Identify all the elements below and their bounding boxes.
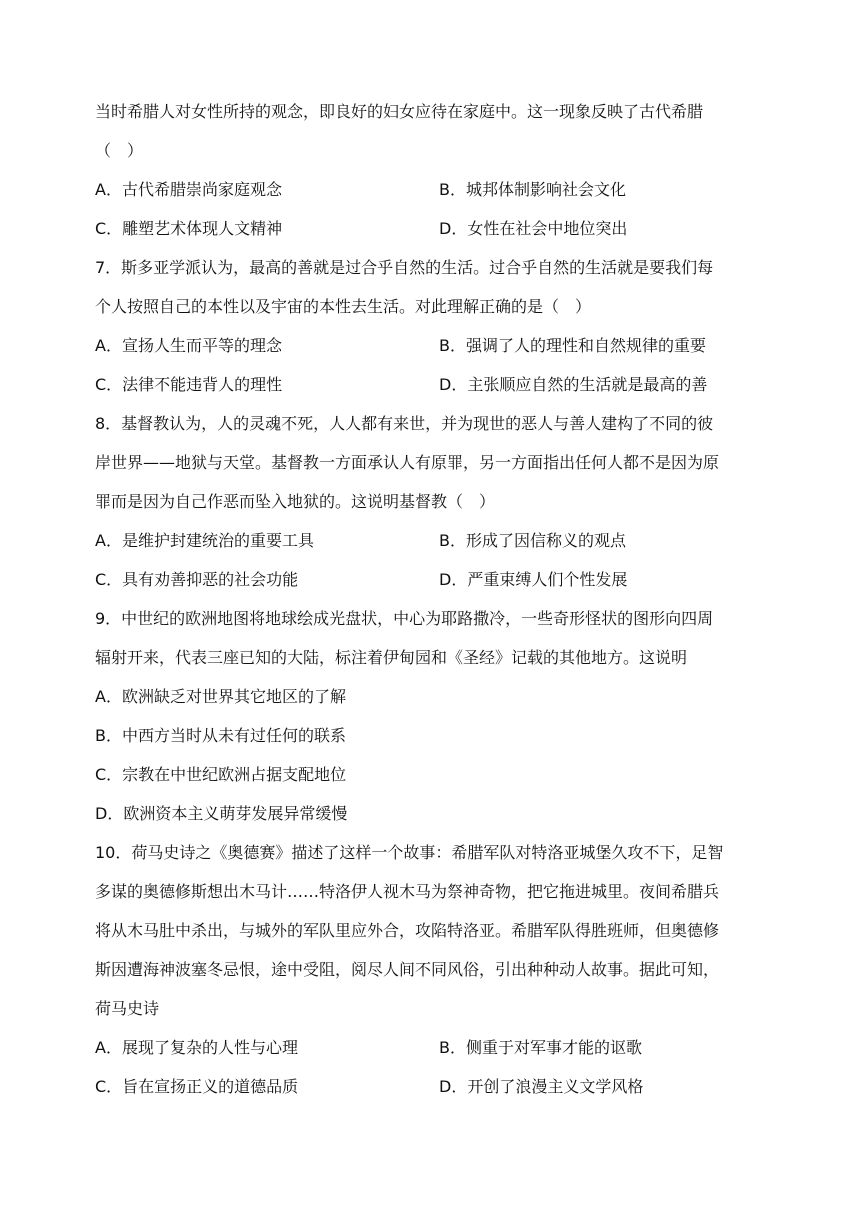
question-6-stem-line: 当时希腊人对女性所持的观念，即良好的妇女应待在家庭中。这一现象反映了古代希腊 — [95, 102, 704, 121]
question-6-option-b[interactable]: B．城邦体制影响社会文化 — [439, 180, 626, 199]
question-7-option-d[interactable]: D．主张顺应自然的生活就是最高的善 — [439, 375, 708, 394]
exam-page — [95, 92, 775, 1106]
question-7-option-a[interactable]: A．宣扬人生而平等的理念 — [95, 336, 282, 355]
question-7-stem-line: 个人按照自己的本性以及宇宙的本性去生活。对此理解正确的是（ ） — [95, 297, 592, 316]
question-7-stem-line: 7．斯多亚学派认为，最高的善就是过合乎自然的生活。过合乎自然的生活就是要我们每 — [95, 258, 714, 277]
question-6-options-row — [95, 170, 775, 209]
question-6-options-row — [95, 209, 775, 248]
question-10-option-b[interactable]: B．侧重于对军事才能的讴歌 — [439, 1038, 642, 1057]
question-9-stem-line: 辐射开来，代表三座已知的大陆，标注着伊甸园和《圣经》记载的其他地方。这说明 — [95, 648, 688, 667]
question-6-option-a[interactable]: A．古代希腊崇尚家庭观念 — [95, 180, 282, 199]
question-6-option-d[interactable]: D．女性在社会中地位突出 — [439, 219, 628, 238]
question-10-option-a[interactable]: A．展现了复杂的人性与心理 — [95, 1038, 298, 1057]
question-10-stem-line: 斯因遭海神波塞冬忌恨，途中受阻，阅尽人间不同风俗，引出种种动人故事。据此可知， — [95, 960, 720, 979]
question-10-options-row — [95, 1067, 775, 1106]
question-10-stem-line: 荷马史诗 — [95, 999, 160, 1018]
question-8-options-row — [95, 521, 775, 560]
question-6 — [95, 92, 775, 248]
question-8-stem-line: 8．基督教认为，人的灵魂不死，人人都有来世，并为现世的恶人与善人建构了不同的彼 — [95, 414, 714, 433]
question-10 — [95, 833, 775, 1106]
question-9 — [95, 599, 775, 833]
question-9-option-a[interactable]: A．欧洲缺乏对世界其它地区的了解 — [95, 687, 346, 706]
question-9-stem-line: 9．中世纪的欧洲地图将地球绘成光盘状，中心为耶路撒冷，一些奇形怪状的图形向四周 — [95, 609, 714, 628]
question-7-option-c[interactable]: C．法律不能违背人的理性 — [95, 375, 283, 394]
question-8-option-b[interactable]: B．形成了因信称义的观点 — [439, 531, 626, 550]
question-6-stem-line: （ ） — [95, 141, 144, 160]
question-10-stem-line: 多谋的奥德修斯想出木马计……特洛伊人视木马为祭神奇物，把它拖进城里。夜间希腊兵 — [95, 882, 720, 901]
question-8-option-d[interactable]: D．严重束缚人们个性发展 — [439, 570, 628, 589]
question-8-stem-line: 岸世界——地狱与天堂。基督教一方面承认人有原罪，另一方面指出任何人都不是因为原 — [95, 453, 720, 472]
question-8-stem-line: 罪而是因为自己作恶而坠入地狱的。这说明基督教（ ） — [95, 492, 496, 511]
question-8-option-c[interactable]: C．具有劝善抑恶的社会功能 — [95, 570, 299, 589]
question-10-stem-line: 将从木马肚中杀出，与城外的军队里应外合，攻陷特洛亚。希腊军队得胜班师，但奥德修 — [95, 921, 720, 940]
question-7 — [95, 248, 775, 404]
question-8-options-row — [95, 560, 775, 599]
question-9-option-d[interactable]: D．欧洲资本主义萌芽发展异常缓慢 — [95, 804, 348, 823]
question-10-option-c[interactable]: C．旨在宣扬正义的道德品质 — [95, 1077, 299, 1096]
question-9-option-c[interactable]: C．宗教在中世纪欧洲占据支配地位 — [95, 765, 347, 784]
question-8-option-a[interactable]: A．是维护封建统治的重要工具 — [95, 531, 314, 550]
question-8 — [95, 404, 775, 599]
question-10-options-row — [95, 1028, 775, 1067]
question-10-option-d[interactable]: D．开创了浪漫主义文学风格 — [439, 1077, 644, 1096]
question-9-option-b[interactable]: B．中西方当时从未有过任何的联系 — [95, 726, 346, 745]
question-7-options-row — [95, 326, 775, 365]
question-7-options-row — [95, 365, 775, 404]
question-6-option-c[interactable]: C．雕塑艺术体现人文精神 — [95, 219, 283, 238]
question-7-option-b[interactable]: B．强调了人的理性和自然规律的重要 — [439, 336, 706, 355]
question-10-stem-line: 10．荷马史诗之《奥德赛》描述了这样一个故事：希腊军队对特洛亚城堡久攻不下，足智 — [95, 843, 724, 862]
